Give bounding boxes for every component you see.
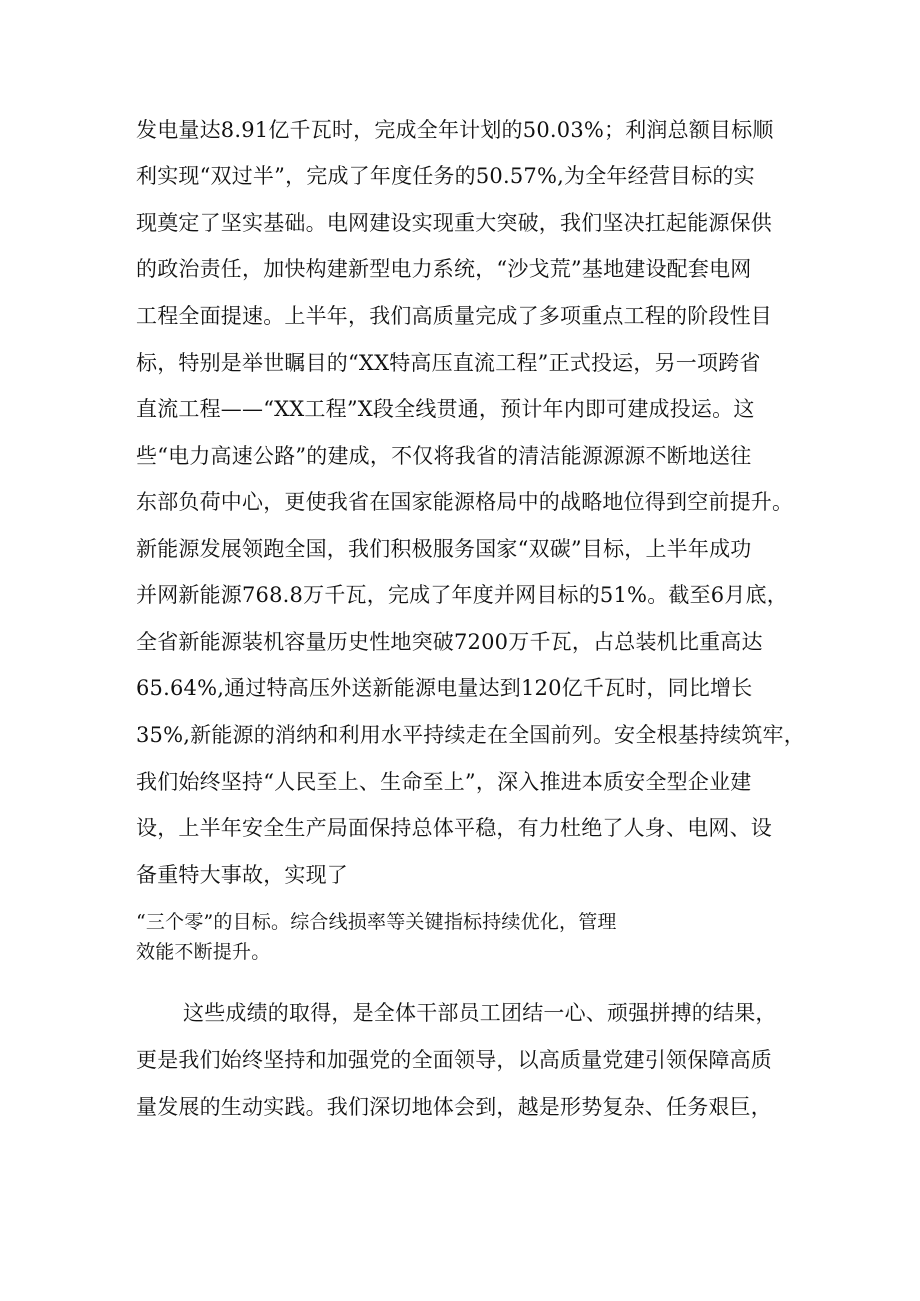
text-line: 些“电力高速公路”的建成，不仅将我省的清洁能源源源不断地送往 — [136, 444, 752, 468]
text-line: 东部负荷中心，更使我省在国家能源格局中的战略地位得到空前提升。 — [136, 490, 794, 514]
text-line: 35%,新能源的消纳和利用水平持续走在全国前列。安全根基持续筑牢， — [136, 723, 805, 747]
text-line: 现奠定了坚实基础。电网建设实现重大突破，我们坚决扛起能源保供 — [136, 211, 772, 235]
text-line: 我们始终坚持“人民至上、生命至上”，深入推进本质安全型企业建 — [136, 770, 752, 794]
text-line: 效能不断提升。 — [136, 941, 271, 963]
text-line: 标，特别是举世瞩目的“XX特高压直流工程”正式投运，另一项跨省 — [136, 351, 761, 375]
text-line: 并网新能源768.8万千瓦，完成了年度并网目标的51%。截至6月底， — [136, 583, 788, 607]
text-line: 全省新能源装机容量历史性地突破7200万千瓦，占总装机比重高达 — [136, 630, 763, 654]
text-line: 设，上半年安全生产局面保持总体平稳，有力杜绝了人身、电网、设 — [136, 816, 772, 840]
text-line: 新能源发展领跑全国，我们积极服务国家“双碳”目标，上半年成功 — [136, 537, 752, 561]
text-line: 备重特大事故，实现了 — [136, 863, 348, 887]
text-line: 利实现“双过半”，完成了年度任务的50.57%,为全年经营目标的实 — [136, 164, 755, 188]
text-line: “三个零”的目标。综合线损率等关键指标持续优化，管理 — [136, 911, 617, 933]
text-line: 65.64%,通过特高压外送新能源电量达到120亿千瓦时，同比增长 — [136, 676, 753, 700]
text-line: 发电量达8.91亿千瓦时，完成全年计划的50.03%；利润总额目标顺 — [136, 118, 774, 142]
text-line: 更是我们始终坚持和加强党的全面领导，以高质量党建引领保障高质 — [136, 1048, 772, 1072]
text-line: 工程全面提速。上半年，我们高质量完成了多项重点工程的阶段性目 — [136, 304, 772, 328]
paragraph-first-line: 这些成绩的取得，是全体干部员工团结一心、顽强拼搏的结果， — [183, 1001, 777, 1025]
text-line: 量发展的生动实践。我们深切地体会到，越是形势复杂、任务艰巨， — [136, 1095, 772, 1119]
text-line: 直流工程——“XX工程”X段全线贯通，预计年内即可建成投运。这 — [136, 397, 755, 421]
text-line: 的政治责任，加快构建新型电力系统，“沙戈荒”基地建设配套电网 — [136, 257, 752, 281]
